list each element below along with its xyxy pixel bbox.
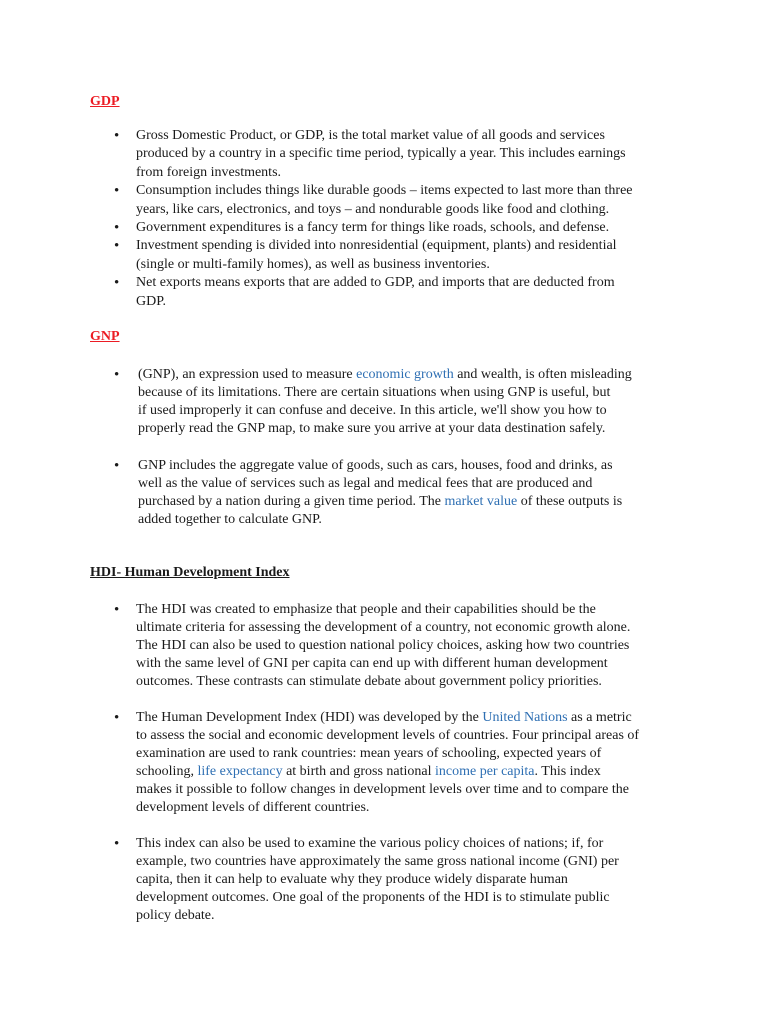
text-line: Government expenditures is a fancy term for things like roads, schools, and defense. — [136, 220, 610, 236]
bullet-icon: • — [114, 367, 120, 383]
bullet-item — [0, 274, 768, 311]
bullet-icon: • — [114, 128, 120, 144]
bullet-text — [136, 601, 768, 691]
text-line — [136, 763, 768, 781]
text-line: if used improperly it can confuse and deceive. In this article, we'll show you how to — [138, 403, 607, 419]
link-life-expectancy[interactable]: life expectancy — [197, 764, 283, 779]
text-segment: purchased by a nation during a given time period. The — [138, 494, 445, 510]
bullet-icon: • — [114, 457, 120, 474]
bullet-text — [138, 366, 768, 438]
text-line: The HDI was created to emphasize that people and their capabilities should be the — [136, 602, 596, 617]
hdi-bullet-list — [0, 601, 768, 925]
text-line: ultimate criteria for assessing the development of a country, not economic growth alone. — [136, 620, 631, 635]
text-line: because of its limitations. There are certain situations when using GNP is useful, but — [138, 385, 611, 401]
text-line: to assess the social and economic development levels of countries. Four principal areas of — [136, 728, 640, 743]
text-line: policy debate. — [136, 908, 215, 923]
text-line: development levels of different countries. — [136, 800, 370, 815]
bullet-text — [136, 237, 768, 274]
bullet-icon: • — [114, 710, 120, 726]
link-economic-growth[interactable]: economic growth — [356, 367, 454, 382]
text-line: Net exports means exports that are added to GDP, and imports that are deducted from — [136, 275, 615, 291]
bullet-item — [0, 457, 768, 529]
text-line: development outcomes. One goal of the proponents of the HDI is to stimulate public — [136, 890, 610, 905]
bullet-icon: • — [114, 183, 120, 200]
text-line: well as the value of services such as legal and medical fees that are produced and — [138, 475, 593, 491]
text-line: outcomes. These contrasts can stimulate debate about government policy priorities. — [136, 674, 602, 689]
bullet-text — [136, 274, 768, 311]
text-line: produced by a country in a specific time period, typically a year. This includes earnings — [136, 146, 626, 162]
text-line: properly read the GNP map, to make sure you arrive at your data destination safely. — [138, 421, 606, 437]
text-line: Gross Domestic Product, or GDP, is the total market value of all goods and services — [136, 128, 605, 143]
bullet-item — [0, 366, 768, 438]
link-united-nations[interactable]: United Nations — [482, 710, 568, 725]
text-line: GNP includes the aggregate value of goods, such as cars, houses, food and drinks, as — [138, 457, 613, 473]
bullet-text — [138, 457, 768, 529]
bullet-icon: • — [114, 275, 120, 292]
bullet-icon: • — [114, 238, 120, 255]
link-income-per-capita[interactable]: income per capita — [435, 764, 535, 779]
gnp-bullet-list — [0, 366, 768, 529]
bullet-text — [136, 219, 768, 237]
text-segment: The Human Development Index (HDI) was developed by the — [136, 710, 483, 725]
bullet-item — [0, 709, 768, 817]
text-segment: and wealth, is often misleading — [453, 367, 632, 382]
text-segment: . This index — [534, 764, 601, 779]
bullet-text — [136, 709, 768, 817]
bullet-item — [0, 601, 768, 691]
text-line: This index can also be used to examine the various policy choices of nations; if, for — [136, 836, 604, 851]
bullet-text — [136, 835, 768, 925]
bullet-item — [0, 182, 768, 219]
bullet-icon: • — [114, 836, 120, 852]
text-line — [138, 493, 768, 511]
bullet-icon: • — [114, 220, 120, 237]
text-segment: (GNP), an expression used to measure — [138, 367, 357, 382]
bullet-item — [0, 835, 768, 925]
text-segment: at birth and gross national — [282, 764, 435, 779]
bullet-item — [0, 219, 768, 237]
gnp-heading: GNP — [90, 329, 120, 344]
text-line: GDP. — [136, 293, 166, 309]
text-line: makes it possible to follow changes in development levels over time and to compare the — [136, 782, 629, 797]
text-line: added together to calculate GNP. — [138, 512, 322, 528]
bullet-item — [0, 127, 768, 182]
hdi-heading: HDI- Human Development Index — [90, 565, 290, 580]
text-line: from foreign investments. — [136, 164, 282, 180]
gdp-heading: GDP — [90, 94, 120, 109]
text-line: years, like cars, electronics, and toys – and nondurable goods like food and clothing. — [136, 201, 610, 217]
text-segment: of these outputs is — [517, 494, 623, 510]
text-line: (single or multi-family homes), as well as business inventories. — [136, 256, 490, 272]
text-line: The HDI can also be used to question national policy choices, asking how two countries — [136, 638, 630, 653]
text-line: Investment spending is divided into nonresidential (equipment, plants) and residential — [136, 238, 617, 254]
text-line: with the same level of GNI per capita can end up with different human development — [136, 656, 608, 671]
gdp-bullet-list — [0, 127, 768, 311]
bullet-item — [0, 237, 768, 274]
text-segment: as a metric — [567, 710, 632, 725]
text-line — [136, 709, 768, 727]
bullet-icon: • — [114, 602, 120, 618]
text-line: examination are used to rank countries: mean years of schooling, expected years of — [136, 746, 602, 761]
text-line: capita, then it can help to evaluate why they produce widely disparate human — [136, 872, 568, 887]
text-line — [138, 366, 768, 384]
text-line: Consumption includes things like durable goods – items expected to last more than three — [136, 183, 633, 199]
bullet-text — [136, 182, 768, 219]
text-line: example, two countries have approximately the same gross national income (GNI) per — [136, 854, 619, 869]
link-market-value[interactable]: market value — [444, 494, 518, 510]
text-segment: schooling, — [136, 764, 198, 779]
bullet-text — [136, 127, 768, 182]
